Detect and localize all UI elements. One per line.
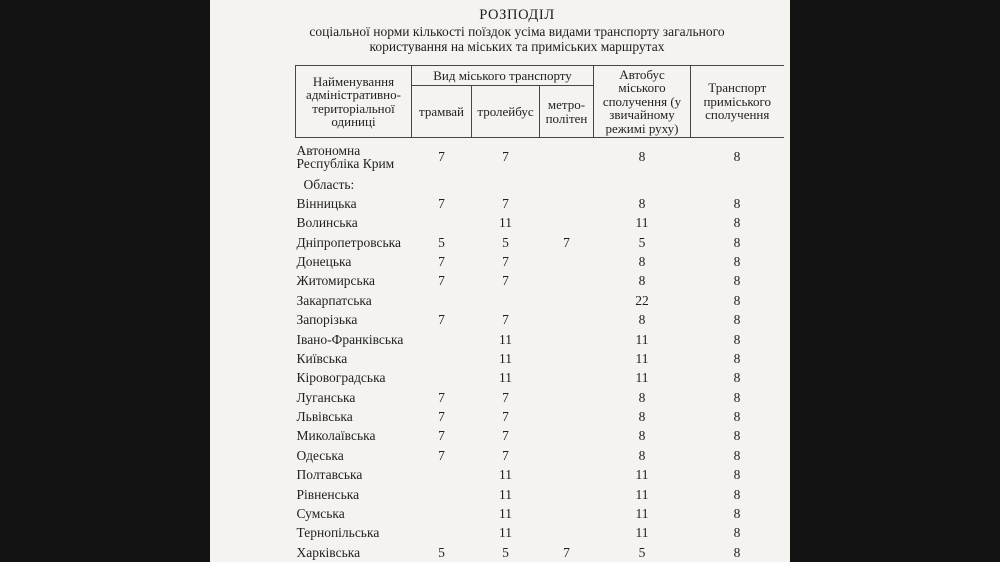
- cell-bus: 5: [638, 544, 646, 560]
- row-label: Кіровоградська: [296, 370, 386, 386]
- row-label: Область:: [303, 177, 355, 193]
- cell-trolleybus: 11: [499, 370, 512, 386]
- scanned-document-page: [210, 0, 790, 562]
- row-label: Автономна Республіка Крим: [296, 142, 395, 172]
- cell-metro: [540, 485, 594, 504]
- cell-metro: [540, 138, 594, 177]
- cell-bus: 22: [635, 292, 649, 308]
- table-row: [296, 466, 784, 485]
- cell-suburban: 8: [733, 486, 741, 502]
- cell-metro: 7: [563, 544, 570, 560]
- cell-metro: [540, 213, 594, 232]
- cell-tram: 7: [438, 447, 445, 463]
- cell-trolleybus: 7: [502, 253, 509, 269]
- table-row: [296, 330, 784, 349]
- cell-tram: [412, 291, 472, 310]
- cell-suburban: 8: [733, 544, 741, 560]
- table-row: [296, 194, 784, 213]
- table-row: [296, 369, 784, 388]
- row-label: Івано-Франківська: [296, 331, 404, 347]
- cell-trolleybus: 11: [499, 506, 512, 522]
- cell-trolleybus: 7: [502, 195, 509, 211]
- cell-bus: [594, 177, 691, 195]
- cell-trolleybus: [472, 177, 540, 195]
- table-row: [296, 388, 784, 407]
- cell-tram: 7: [438, 312, 445, 328]
- cell-bus: 8: [638, 389, 646, 405]
- cell-metro: [540, 524, 594, 543]
- cell-bus: 11: [635, 370, 649, 386]
- cell-bus: 11: [635, 486, 649, 502]
- cell-tram: [412, 369, 472, 388]
- table-body: [296, 138, 784, 562]
- cell-suburban: 8: [733, 195, 741, 211]
- cell-tram: [412, 330, 472, 349]
- table-header: [296, 66, 784, 138]
- header-tram: трамвай: [412, 86, 472, 138]
- row-label: Донецька: [296, 253, 352, 269]
- cell-bus: 8: [638, 409, 646, 425]
- cell-trolleybus: 7: [502, 273, 509, 289]
- table-row: [296, 427, 784, 446]
- cell-metro: [540, 388, 594, 407]
- cell-metro: [540, 446, 594, 465]
- cell-tram: 5: [438, 234, 445, 250]
- cell-metro: 7: [563, 234, 570, 250]
- cell-bus: 5: [638, 234, 646, 250]
- cell-metro: [540, 194, 594, 213]
- cell-metro: [540, 407, 594, 426]
- cell-suburban: 8: [733, 447, 741, 463]
- cell-trolleybus: 5: [502, 234, 509, 250]
- header-urban-transport-group: Вид міського транспорту: [412, 66, 594, 86]
- cell-bus: 8: [638, 273, 646, 289]
- table-row: [296, 504, 784, 523]
- cell-trolleybus: [472, 291, 540, 310]
- cell-tram: [412, 504, 472, 523]
- cell-tram: 7: [438, 428, 445, 444]
- cell-trolleybus: 11: [499, 331, 512, 347]
- cell-bus: 11: [635, 331, 649, 347]
- cell-suburban: 8: [733, 389, 741, 405]
- cell-suburban: 8: [733, 350, 741, 366]
- header-metro: метро-політен: [540, 86, 594, 138]
- cell-bus: 8: [638, 253, 646, 269]
- cell-suburban: 8: [733, 331, 741, 347]
- cell-trolleybus: 7: [502, 149, 509, 165]
- cell-bus: 8: [638, 428, 646, 444]
- cell-suburban: 8: [733, 292, 741, 308]
- cell-metro: [540, 427, 594, 446]
- row-label: Вінницька: [296, 195, 357, 211]
- header-row-1: [296, 66, 784, 86]
- cell-metro: [540, 252, 594, 271]
- cell-trolleybus: 7: [502, 409, 509, 425]
- table-row: [296, 291, 784, 310]
- table-row: [296, 272, 784, 291]
- cell-bus: 8: [638, 447, 646, 463]
- cell-tram: 7: [438, 195, 445, 211]
- cell-metro: [540, 349, 594, 368]
- row-label: Харківська: [296, 544, 361, 560]
- cell-trolleybus: 7: [502, 447, 509, 463]
- cell-tram: [412, 524, 472, 543]
- table-row: [296, 177, 784, 195]
- row-label: Луганська: [296, 389, 356, 405]
- cell-bus: 11: [635, 467, 649, 483]
- cell-tram: [412, 213, 472, 232]
- table-row: [296, 213, 784, 232]
- cell-metro: [540, 291, 594, 310]
- cell-tram: 7: [438, 253, 445, 269]
- cell-suburban: 8: [733, 506, 741, 522]
- document-title: РОЗПОДІЛ: [479, 7, 555, 23]
- cell-trolleybus: 11: [499, 350, 512, 366]
- cell-suburban: 8: [733, 467, 741, 483]
- row-label: Житомирська: [296, 273, 376, 289]
- cell-metro: [540, 310, 594, 329]
- table-row: [296, 407, 784, 426]
- cell-trolleybus: 7: [502, 428, 509, 444]
- cell-trolleybus: 11: [499, 215, 512, 231]
- document-subtitle-line-2: користування на міських та приміських маршрутах: [369, 39, 665, 54]
- table-row: [296, 446, 784, 465]
- cell-tram: [412, 349, 472, 368]
- row-label: Київська: [296, 350, 348, 366]
- cell-suburban: 8: [733, 409, 741, 425]
- header-suburban: Транспорт приміського сполучення: [691, 66, 784, 138]
- cell-bus: 11: [635, 506, 649, 522]
- cell-suburban: 8: [733, 149, 741, 165]
- distribution-table: [295, 65, 784, 562]
- cell-suburban: [691, 177, 784, 195]
- cell-tram: [412, 177, 472, 195]
- cell-bus: 11: [635, 350, 649, 366]
- table-row: [296, 252, 784, 271]
- cell-suburban: 8: [733, 273, 741, 289]
- cell-tram: [412, 485, 472, 504]
- header-bus: Автобус міського сполучення (у звичайному режимі руху): [594, 66, 691, 138]
- row-label: Закарпатська: [296, 292, 372, 308]
- table-row: [296, 310, 784, 329]
- letterbox-right: [790, 0, 1000, 562]
- cell-metro: [540, 330, 594, 349]
- cell-tram: 5: [438, 544, 445, 560]
- cell-trolleybus: 7: [502, 389, 509, 405]
- row-label: Рівненська: [296, 486, 360, 502]
- row-label: Полтавська: [296, 467, 363, 483]
- cell-trolleybus: 11: [499, 486, 512, 502]
- cell-tram: 7: [438, 409, 445, 425]
- row-label: Волинська: [296, 215, 358, 231]
- cell-bus: 11: [635, 215, 649, 231]
- cell-suburban: 8: [733, 370, 741, 386]
- cell-tram: 7: [438, 149, 445, 165]
- row-label: Одеська: [296, 447, 344, 463]
- document-title-block: [210, 7, 790, 54]
- cell-bus: 8: [638, 149, 646, 165]
- header-admin-unit: Найменування адміністративно-територіальної одиниці: [296, 66, 412, 138]
- cell-metro: [540, 177, 594, 195]
- cell-suburban: 8: [733, 253, 741, 269]
- row-label: Запорізька: [296, 312, 358, 328]
- cell-bus: 8: [638, 312, 646, 328]
- cell-metro: [540, 504, 594, 523]
- letterbox-left: [0, 0, 210, 562]
- cell-metro: [540, 272, 594, 291]
- table-row: [296, 524, 784, 543]
- cell-metro: [540, 369, 594, 388]
- cell-tram: 7: [438, 273, 445, 289]
- cell-trolleybus: 7: [502, 312, 509, 328]
- row-label: Дніпропетровська: [296, 234, 401, 250]
- cell-suburban: 8: [733, 215, 741, 231]
- row-label: Сумська: [296, 506, 345, 522]
- row-label: Миколаївська: [296, 428, 376, 444]
- document-subtitle-line-1: соціальної норми кількості поїздок усіма видами транспорту загального: [309, 24, 725, 39]
- cell-trolleybus: 5: [502, 544, 509, 560]
- cell-trolleybus: 11: [499, 525, 512, 541]
- cell-suburban: 8: [733, 312, 741, 328]
- table-row: [296, 485, 784, 504]
- cell-suburban: 8: [733, 525, 741, 541]
- cell-bus: 11: [635, 525, 649, 541]
- row-label: Тернопільська: [296, 525, 380, 541]
- table-row: [296, 543, 784, 562]
- cell-tram: [412, 466, 472, 485]
- cell-metro: [540, 466, 594, 485]
- cell-suburban: 8: [733, 234, 741, 250]
- cell-trolleybus: 11: [499, 467, 512, 483]
- cell-bus: 8: [638, 195, 646, 211]
- table-row: [296, 233, 784, 252]
- cell-suburban: 8: [733, 428, 741, 444]
- cell-tram: 7: [438, 389, 445, 405]
- row-label: Львівська: [296, 409, 353, 425]
- header-trolleybus: тролейбус: [472, 86, 540, 138]
- table-row: [296, 349, 784, 368]
- table-row: [296, 138, 784, 177]
